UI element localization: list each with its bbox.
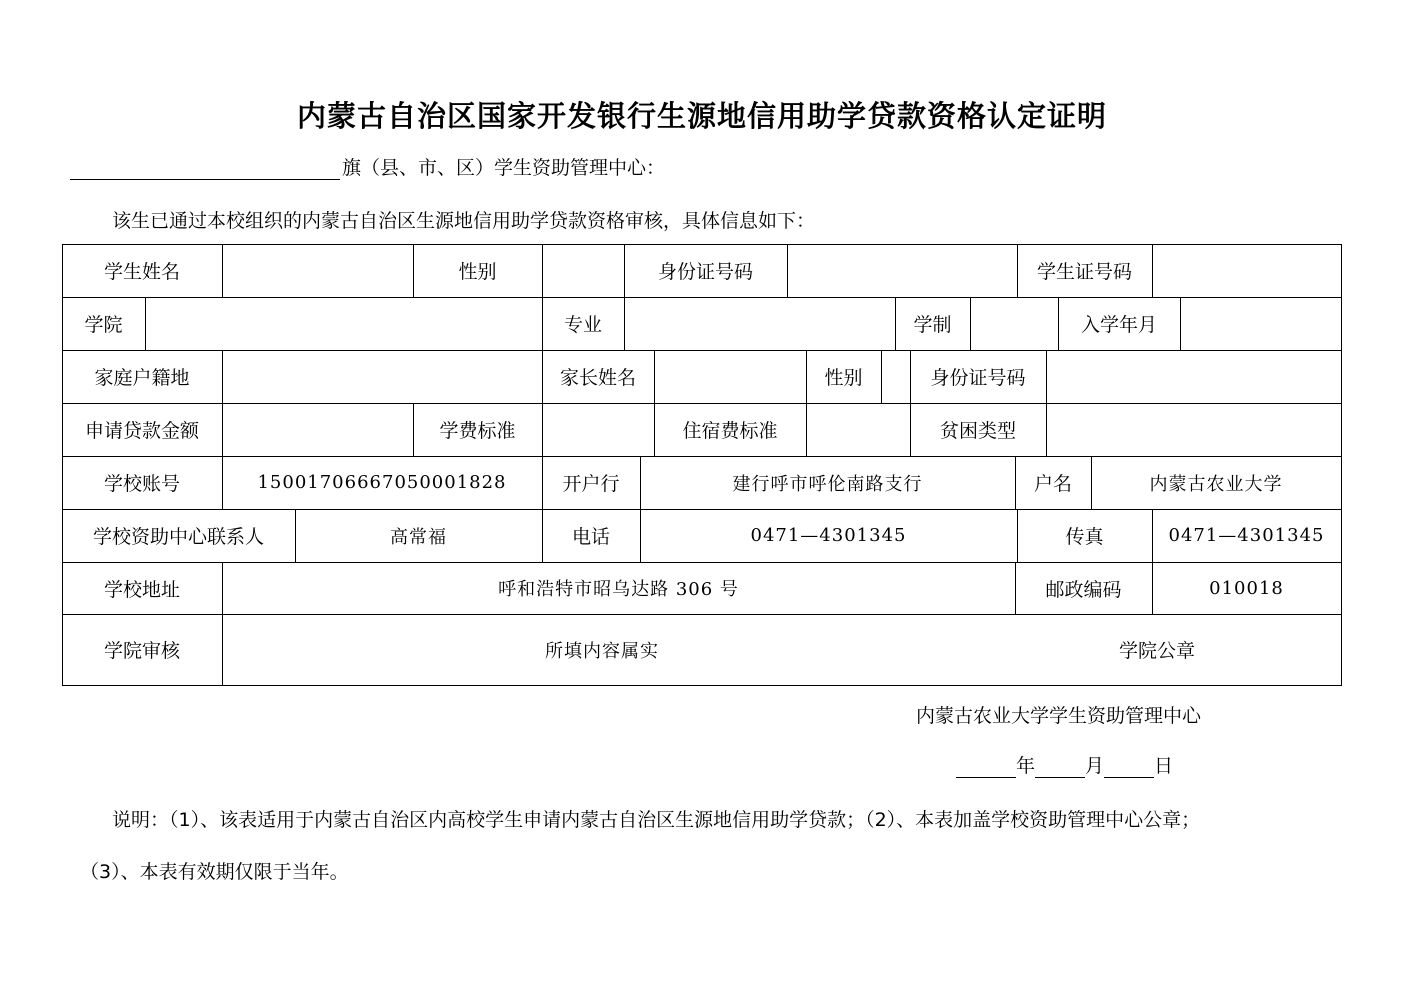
postcode-label: 邮政编码	[1045, 578, 1122, 601]
note-line-2: （3）、本表有效期仅限于当年。	[80, 861, 349, 883]
phone-label: 电话	[571, 526, 610, 548]
poverty-type-label: 贫困类型	[939, 420, 1016, 442]
parent-name-label: 家长姓名	[559, 367, 636, 389]
addressee-line	[70, 153, 665, 180]
fax-value: 0471—4301345	[1168, 525, 1325, 546]
account-label: 学校账号	[103, 473, 180, 495]
day-label: 日	[1154, 755, 1174, 777]
loan-amount-field[interactable]	[222, 403, 413, 456]
student-name-field[interactable]	[222, 244, 413, 297]
date-line	[956, 751, 1173, 778]
parent-name-field[interactable]	[654, 350, 806, 403]
student-id-label: 学生证号码	[1036, 261, 1132, 283]
loan-amount-label: 申请贷款金额	[84, 420, 199, 442]
enrollment-field[interactable]	[1180, 297, 1341, 350]
account-name-value: 内蒙古农业大学	[1149, 473, 1283, 495]
page-title: 内蒙古自治区国家开发银行生源地信用助学贷款资格认定证明	[296, 99, 1107, 133]
account-value: 15001706667050001828	[257, 472, 507, 493]
student-name-label: 学生姓名	[103, 261, 180, 283]
college-label: 学院	[84, 314, 123, 336]
household-field[interactable]	[222, 350, 542, 403]
month-blank[interactable]	[1035, 755, 1085, 778]
household-label: 家庭户籍地	[94, 367, 190, 389]
note-line-1: 说明：（1）、该表适用于内蒙古自治区内高校学生申请内蒙古自治区生源地信用助学贷款；（2）、本表加盖学校资助管理中心公章；	[112, 809, 1201, 831]
lodging-label: 住宿费标准	[682, 420, 778, 442]
lodging-field[interactable]	[806, 403, 910, 456]
gender-label: 性别	[458, 261, 497, 283]
year-label: 年	[1016, 755, 1036, 777]
parent-gender-field[interactable]	[881, 350, 910, 403]
tuition-label: 学费标准	[439, 420, 516, 442]
major-label: 专业	[563, 314, 602, 336]
gender-field[interactable]	[542, 244, 624, 297]
addressee-suffix: 旗（县、市、区）学生资助管理中心：	[342, 157, 666, 179]
address-label: 学校地址	[103, 578, 180, 601]
major-field[interactable]	[624, 297, 895, 350]
parent-gender-label: 性别	[824, 367, 863, 389]
id-number-label: 身份证号码	[657, 261, 753, 283]
county-name-blank[interactable]	[70, 157, 340, 180]
bank-value: 建行呼市呼伦南路支行	[732, 473, 923, 495]
fax-label: 传真	[1065, 526, 1104, 548]
month-label: 月	[1085, 755, 1105, 777]
day-blank[interactable]	[1104, 755, 1154, 778]
seal-label: 学院公章	[1118, 640, 1195, 662]
review-value: 所填内容属实	[545, 640, 659, 662]
address-value: 呼和浩特市昭乌达路 306 号	[498, 579, 739, 600]
account-name-label: 户名	[1033, 473, 1072, 495]
program-length-label: 学制	[913, 314, 952, 336]
student-id-field[interactable]	[1152, 244, 1341, 297]
poverty-type-field[interactable]	[1046, 403, 1341, 456]
program-length-field[interactable]	[970, 297, 1058, 350]
parent-id-label: 身份证号码	[930, 367, 1026, 389]
bank-label: 开户行	[562, 473, 620, 495]
contact-label: 学校资助中心联系人	[92, 526, 264, 548]
phone-value: 0471—4301345	[750, 525, 907, 546]
postcode-value: 010018	[1209, 577, 1284, 599]
college-field[interactable]	[145, 297, 542, 350]
issuer-signature: 内蒙古农业大学学生资助管理中心	[916, 705, 1202, 727]
year-blank[interactable]	[956, 755, 1016, 778]
intro-text: 该生已通过本校组织的内蒙古自治区生源地信用助学贷款资格审核，具体信息如下：	[112, 210, 816, 232]
id-number-field[interactable]	[787, 244, 1017, 297]
tuition-field[interactable]	[542, 403, 654, 456]
contact-value: 高常福	[390, 526, 447, 548]
info-table	[62, 244, 1342, 686]
parent-id-field[interactable]	[1046, 350, 1341, 403]
review-label: 学院审核	[103, 640, 180, 662]
enrollment-label: 入学年月	[1080, 314, 1157, 336]
